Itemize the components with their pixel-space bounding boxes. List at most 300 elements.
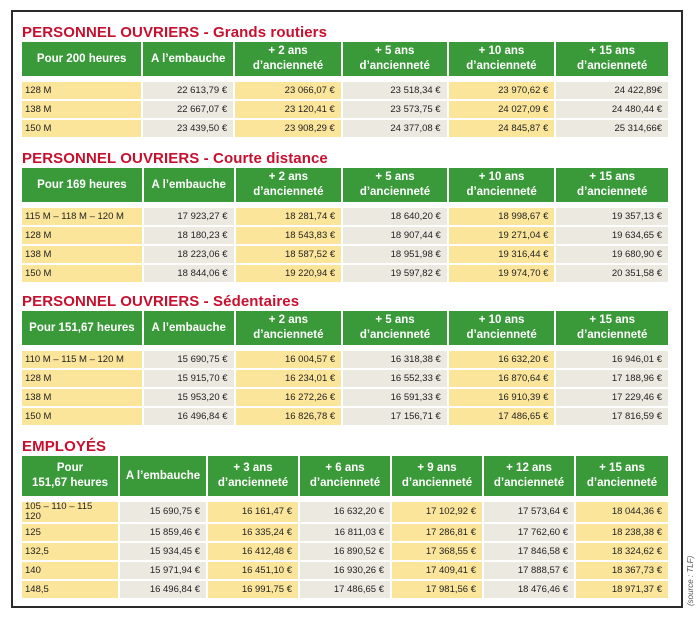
text-line: 120 [25,511,41,522]
section-title-courte-distance: PERSONNEL OUVRIERS - Courte distance [22,150,328,167]
spacer-cell [343,204,447,206]
row-label-cell [22,246,142,263]
text-line: 18 998,67 € [498,210,549,222]
text-line: Pour [56,462,84,474]
spacer-cell [556,78,668,80]
table-row [22,543,668,560]
text-line: 16 412,48 € [241,545,292,557]
value-cell [556,82,668,99]
text-line: 24 845,87 € [498,122,549,134]
spacer-cell [235,78,341,80]
spacer-cell [556,204,668,206]
value-cell [449,265,555,282]
text-line: 16 870,64 € [498,372,549,384]
value-cell [143,82,233,99]
text-line: 15 971,94 € [149,564,200,576]
text-line: 16 234,01 € [284,372,336,384]
text-line: 128 M [25,372,52,384]
spacer-row [22,78,668,80]
text-line: 15 953,20 € [177,391,228,403]
table-row [22,524,668,541]
source-note: (source : TLF) [686,555,695,606]
spacer-cell [300,498,390,500]
table-row [22,408,668,425]
column-header [449,311,555,345]
value-cell [144,351,234,368]
row-label-cell [22,581,118,598]
text-line: Pour 200 heures [36,52,127,65]
text-line: 16 161,47 € [241,506,292,517]
column-header [484,456,574,496]
row-label-cell [22,389,142,406]
text-line: 17 486,65 € [498,410,549,422]
value-cell [576,502,668,522]
value-cell [556,408,668,425]
value-cell [120,543,206,560]
text-line: 15 915,70 € [177,372,228,384]
text-line: 16 811,03 € [334,526,384,538]
column-header [144,168,234,202]
text-line: + 9 ans [417,462,457,474]
table-row [22,120,668,137]
text-line: 18 180,23 € [177,229,228,241]
value-cell [236,389,342,406]
value-cell [343,370,447,387]
table-row [22,502,668,522]
value-cell [343,208,447,225]
text-line: 15 690,75 € [149,506,200,517]
table-row [22,389,668,406]
text-line: 110 M – 115 M – 120 M [25,353,124,365]
spacer-cell [143,78,233,80]
row-label-cell [22,120,141,137]
text-line: 18 844,06 € [177,267,228,279]
text-line: 18 476,46 € [517,583,568,595]
text-line: 18 367,73 € [611,564,662,576]
text-line: 16 591,33 € [390,391,441,403]
text-line: + 2 ans [268,45,308,57]
row-label-cell [22,351,142,368]
text-line: 150 M [25,122,52,134]
column-header [22,168,142,202]
value-cell [392,581,482,598]
text-line: A l’embauche [151,52,226,65]
table-grands-routiers [20,40,670,139]
spacer-row [22,498,668,500]
text-line: Pour 169 heures [37,178,127,191]
table-courte-distance [20,166,670,284]
table-employes [20,454,670,600]
column-header [236,168,342,202]
text-line: 25 314,66€ [614,122,662,134]
table-row [22,265,668,282]
text-line: 20 351,58 € [611,267,662,279]
text-line: d’ancienneté [359,186,431,198]
text-line: 19 974,70 € [498,267,549,279]
text-line: + 15 ans [589,314,636,326]
value-cell [235,82,341,99]
value-cell [556,389,668,406]
text-line: 17 923,27 € [177,210,228,222]
text-line: 24 480,44 € [611,103,662,115]
column-header [343,311,447,345]
column-header [343,168,447,202]
value-cell [143,101,233,118]
text-line: 18 238,38 € [611,526,662,538]
value-cell [392,524,482,541]
value-cell [300,543,390,560]
column-header [22,311,142,345]
section-title-employes: EMPLOYÉS [22,438,107,455]
value-cell [300,562,390,579]
text-line: 17 368,55 € [425,545,476,557]
text-line: 18 951,98 € [390,248,441,260]
text-line: + 15 ans [599,462,645,474]
text-line: 18 543,83 € [284,229,336,241]
spacer-cell [556,347,668,349]
value-cell [343,82,447,99]
text-line: d’ancienneté [217,477,289,489]
text-line: A l’embauche [151,321,226,334]
value-cell [449,82,555,99]
text-line: d’ancienneté [253,186,324,198]
spacer-row [22,347,668,349]
column-header [556,168,668,202]
table-row [22,246,668,263]
value-cell [144,389,234,406]
text-line: 18 587,52 € [284,248,336,260]
value-cell [120,562,206,579]
row-label-cell [22,370,142,387]
text-line: d’ancienneté [576,60,648,72]
text-line: 16 826,78 € [284,410,336,422]
value-cell [208,562,298,579]
text-line: 140 [25,564,41,576]
text-line: 16 335,24 € [241,526,292,538]
text-line: 18 324,62 € [611,545,662,557]
value-cell [484,502,574,522]
table-sedentaires [20,309,670,427]
text-line: 138 M [25,103,52,115]
text-line: d’ancienneté [466,186,537,198]
text-line: Pour 151,67 heures [29,321,135,334]
value-cell [449,208,555,225]
text-line: 19 357,13 € [611,210,662,222]
table-row [22,370,668,387]
value-cell [144,246,234,263]
value-cell [576,562,668,579]
section-title-sedentaires: PERSONNEL OUVRIERS - Sédentaires [22,293,300,310]
value-cell [144,370,234,387]
text-line: 24 377,08 € [390,122,441,134]
section-title-grands-routiers: PERSONNEL OUVRIERS - Grands routiers [22,24,328,41]
text-line: 15 690,75 € [177,353,228,365]
table-row [22,562,668,579]
text-line: 18 281,74 € [284,210,336,222]
text-line: 23 908,29 € [284,122,335,134]
value-cell [343,265,447,282]
column-header [22,42,141,76]
spacer-cell [208,498,298,500]
value-cell [236,351,342,368]
value-cell [449,370,555,387]
text-line: d’ancienneté [359,60,430,72]
spacer-cell [343,347,447,349]
value-cell [392,502,482,522]
text-line: 24 422,89€ [614,84,662,96]
value-cell [300,524,390,541]
value-cell [236,265,342,282]
column-header [236,311,342,345]
value-cell [208,524,298,541]
text-line: 17 981,56 € [425,583,476,595]
text-line: 16 272,26 € [284,391,336,403]
header-row [22,456,668,496]
row-label-cell [22,101,141,118]
text-line: + 5 ans [375,171,415,183]
column-header [300,456,390,496]
value-cell [556,227,668,244]
text-line: 23 120,41 € [284,103,335,115]
value-cell [556,208,668,225]
text-line: 17 762,60 € [517,526,568,538]
text-line: 16 318,38 € [390,353,441,365]
value-cell [392,543,482,560]
column-header [392,456,482,496]
spacer-cell [449,204,555,206]
column-header [208,456,298,496]
value-cell [120,502,206,522]
text-line: + 2 ans [268,171,309,183]
column-header [343,42,447,76]
column-header [556,311,668,345]
value-cell [208,581,298,598]
value-cell [484,581,574,598]
text-line: 150 M [25,267,52,279]
text-line: 16 632,20 € [498,353,549,365]
value-cell [484,543,574,560]
spacer-cell [449,347,555,349]
text-line: 19 597,82 € [390,267,441,279]
column-header [22,456,118,496]
value-cell [236,246,342,263]
header-row [22,168,668,202]
text-line: 16 946,01 € [611,353,662,365]
row-label-cell [22,502,118,522]
text-line: 17 286,81 € [425,526,476,538]
text-line: 19 271,04 € [498,229,549,241]
text-line: 17 156,71 € [390,410,441,422]
text-line: d’ancienneté [359,329,431,341]
value-cell [556,101,668,118]
value-cell [235,101,341,118]
text-line: 148,5 [25,583,49,595]
value-cell [144,408,234,425]
text-line: 23 066,07 € [284,84,335,96]
text-line: d’ancienneté [309,477,381,489]
text-line: 19 220,94 € [284,267,336,279]
table-row [22,227,668,244]
text-line: 18 971,37 € [611,583,662,595]
header-row [22,311,668,345]
text-line: 22 667,07 € [176,103,228,115]
row-label-cell [22,562,118,579]
text-line: d’ancienneté [466,60,537,72]
value-cell [556,265,668,282]
value-cell [449,120,555,137]
column-header [235,42,341,76]
value-cell [449,101,555,118]
spacer-cell [576,498,668,500]
text-line: + 2 ans [268,314,309,326]
spacer-cell [392,498,482,500]
text-line: 15 859,46 € [149,526,200,538]
spacer-cell [22,78,141,80]
text-line: 16 910,39 € [498,391,549,403]
row-label-cell [22,408,142,425]
text-line: 17 888,57 € [517,564,568,576]
text-line: 138 M [25,248,52,260]
spacer-cell [22,347,142,349]
value-cell [343,351,447,368]
text-line: 150 M [25,410,52,422]
value-cell [556,351,668,368]
text-line: 17 409,41 € [425,564,476,576]
spacer-cell [449,78,555,80]
text-line: 19 634,65 € [611,229,662,241]
column-header [556,42,668,76]
text-line: 19 316,44 € [498,248,549,260]
text-line: + 15 ans [589,45,635,57]
column-header [120,456,206,496]
text-line: d’ancienneté [466,329,537,341]
spacer-cell [343,78,447,80]
text-line: 16 632,20 € [333,506,384,517]
text-line: 125 [25,526,41,538]
text-line: + 6 ans [325,462,365,474]
value-cell [343,389,447,406]
spacer-cell [144,347,234,349]
text-line: 16 451,10 € [241,564,292,576]
spacer-cell [22,204,142,206]
value-cell [392,562,482,579]
value-cell [576,543,668,560]
row-label-cell [22,82,141,99]
row-label-cell [22,265,142,282]
text-line: d’ancienneté [401,477,473,489]
text-line: 132,5 [25,545,49,557]
value-cell [343,246,447,263]
value-cell [143,120,233,137]
text-line: 151,67 heures [31,477,109,489]
text-line: d’ancienneté [252,60,324,72]
value-cell [120,524,206,541]
value-cell [236,227,342,244]
table-row [22,351,668,368]
spacer-cell [22,498,118,500]
value-cell [556,120,668,137]
value-cell [236,370,342,387]
value-cell [343,227,447,244]
value-cell [449,408,555,425]
value-cell [343,408,447,425]
column-header [449,168,555,202]
spacer-cell [236,204,342,206]
text-line: 17 188,96 € [611,372,662,384]
text-line: 17 816,59 € [611,410,662,422]
value-cell [484,524,574,541]
text-line: 16 552,33 € [390,372,441,384]
value-cell [235,120,341,137]
value-cell [236,208,342,225]
text-line: + 5 ans [375,45,415,57]
value-cell [120,581,206,598]
text-line: d’ancienneté [493,477,565,489]
text-line: 128 M [25,229,52,241]
text-line: 23 439,50 € [176,122,228,134]
spacer-cell [236,347,342,349]
spacer-cell [120,498,206,500]
text-line: 18 223,06 € [177,248,228,260]
value-cell [449,351,555,368]
text-line: 17 229,46 € [611,391,662,403]
value-cell [208,543,298,560]
value-cell [208,502,298,522]
text-line: d’ancienneté [577,186,648,198]
column-header [449,42,555,76]
row-label-cell [22,524,118,541]
column-header [144,311,234,345]
text-line: 138 M [25,391,52,403]
text-line: + 12 ans [506,462,552,474]
value-cell [449,227,555,244]
text-line: 16 004,57 € [284,353,336,365]
text-line: 105 – 110 – 115 [25,501,93,512]
value-cell [576,581,668,598]
text-line: 24 027,09 € [498,103,549,115]
text-line: A l’embauche [151,178,226,191]
spacer-cell [484,498,574,500]
spacer-cell [144,204,234,206]
table-row [22,101,668,118]
text-line: d’ancienneté [586,477,658,489]
value-cell [449,389,555,406]
value-cell [144,227,234,244]
column-header [576,456,668,496]
text-line: 23 518,34 € [390,84,441,96]
text-line: d’ancienneté [253,329,324,341]
text-line: + 15 ans [589,171,636,183]
value-cell [343,101,447,118]
text-line: 17 846,58 € [517,545,568,557]
value-cell [144,208,234,225]
value-cell [300,581,390,598]
text-line: 23 573,75 € [390,103,441,115]
value-cell [144,265,234,282]
value-cell [576,524,668,541]
text-line: + 10 ans [478,171,525,183]
text-line: 23 970,62 € [498,84,549,96]
text-line: 22 613,79 € [176,84,228,96]
text-line: 16 496,84 € [149,583,200,595]
table-row [22,82,668,99]
text-line: 17 486,65 € [333,583,384,595]
text-line: 128 M [25,84,52,96]
text-line: + 10 ans [478,314,525,326]
value-cell [556,246,668,263]
value-cell [300,502,390,522]
text-line: 17 102,92 € [425,506,476,517]
